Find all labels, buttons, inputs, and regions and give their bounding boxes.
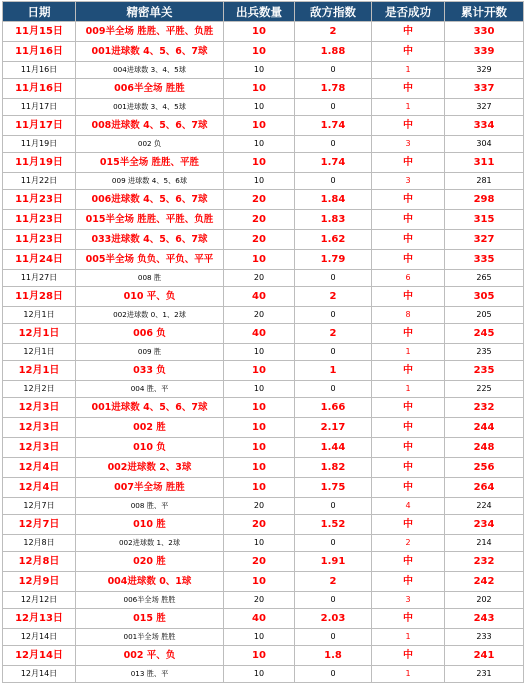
date-cell: 12月4日 bbox=[3, 458, 76, 478]
item-cell: 001半全场 胜胜 bbox=[76, 629, 224, 646]
date-cell: 12月1日 bbox=[3, 344, 76, 361]
index-cell: 0 bbox=[295, 136, 372, 153]
date-cell: 11月23日 bbox=[3, 210, 76, 230]
item-cell: 002进球数 2、3球 bbox=[76, 458, 224, 478]
index-cell: 2.03 bbox=[295, 609, 372, 629]
index-cell: 0 bbox=[295, 592, 372, 609]
item-cell: 004进球数 3、4、5球 bbox=[76, 62, 224, 79]
result-cell: 中 bbox=[372, 230, 445, 250]
table-row bbox=[3, 307, 524, 324]
result-cell: 1 bbox=[372, 62, 445, 79]
date-cell: 12月1日 bbox=[3, 324, 76, 344]
result-cell: 3 bbox=[372, 592, 445, 609]
total-cell: 265 bbox=[445, 270, 524, 287]
date-cell: 12月3日 bbox=[3, 418, 76, 438]
result-cell: 中 bbox=[372, 361, 445, 381]
result-cell: 3 bbox=[372, 136, 445, 153]
result-cell: 中 bbox=[372, 552, 445, 572]
qty-cell: 10 bbox=[224, 250, 295, 270]
qty-cell: 40 bbox=[224, 287, 295, 307]
result-cell: 中 bbox=[372, 210, 445, 230]
index-cell: 0 bbox=[295, 629, 372, 646]
total-cell: 337 bbox=[445, 79, 524, 99]
index-cell: 1.79 bbox=[295, 250, 372, 270]
qty-cell: 10 bbox=[224, 136, 295, 153]
total-cell: 327 bbox=[445, 99, 524, 116]
index-cell: 0 bbox=[295, 270, 372, 287]
qty-cell: 20 bbox=[224, 592, 295, 609]
item-cell: 002进球数 1、2球 bbox=[76, 535, 224, 552]
table-row bbox=[3, 629, 524, 646]
total-cell: 264 bbox=[445, 478, 524, 498]
index-cell: 1.74 bbox=[295, 153, 372, 173]
item-cell: 015半全场 胜胜、平胜 bbox=[76, 153, 224, 173]
item-cell: 010 负 bbox=[76, 438, 224, 458]
total-cell: 330 bbox=[445, 22, 524, 42]
table-row bbox=[3, 535, 524, 552]
index-cell: 0 bbox=[295, 381, 372, 398]
result-cell: 1 bbox=[372, 629, 445, 646]
item-cell: 033进球数 4、5、6、7球 bbox=[76, 230, 224, 250]
item-cell: 004 胜、平 bbox=[76, 381, 224, 398]
result-cell: 中 bbox=[372, 646, 445, 666]
table-row bbox=[3, 398, 524, 418]
table-row bbox=[3, 287, 524, 307]
qty-cell: 10 bbox=[224, 418, 295, 438]
item-cell: 001进球数 3、4、5球 bbox=[76, 99, 224, 116]
index-cell: 0 bbox=[295, 535, 372, 552]
qty-cell: 10 bbox=[224, 381, 295, 398]
item-cell: 009半全场 胜胜、平胜、负胜 bbox=[76, 22, 224, 42]
result-cell: 3 bbox=[372, 173, 445, 190]
date-cell: 11月16日 bbox=[3, 42, 76, 62]
item-cell: 002 平、负 bbox=[76, 646, 224, 666]
result-cell: 中 bbox=[372, 515, 445, 535]
result-cell: 1 bbox=[372, 381, 445, 398]
result-cell: 中 bbox=[372, 324, 445, 344]
date-cell: 11月28日 bbox=[3, 287, 76, 307]
total-cell: 327 bbox=[445, 230, 524, 250]
result-cell: 中 bbox=[372, 190, 445, 210]
total-cell: 304 bbox=[445, 136, 524, 153]
qty-cell: 20 bbox=[224, 270, 295, 287]
total-cell: 242 bbox=[445, 572, 524, 592]
total-cell: 244 bbox=[445, 418, 524, 438]
date-cell: 11月17日 bbox=[3, 99, 76, 116]
table-row bbox=[3, 478, 524, 498]
total-cell: 231 bbox=[445, 666, 524, 683]
date-cell: 11月19日 bbox=[3, 153, 76, 173]
date-cell: 11月16日 bbox=[3, 62, 76, 79]
qty-cell: 20 bbox=[224, 498, 295, 515]
date-cell: 12月3日 bbox=[3, 398, 76, 418]
index-cell: 1.88 bbox=[295, 42, 372, 62]
table-row bbox=[3, 22, 524, 42]
table-row bbox=[3, 116, 524, 136]
result-cell: 中 bbox=[372, 287, 445, 307]
date-cell: 11月19日 bbox=[3, 136, 76, 153]
qty-cell: 10 bbox=[224, 478, 295, 498]
total-cell: 248 bbox=[445, 438, 524, 458]
total-cell: 224 bbox=[445, 498, 524, 515]
total-cell: 234 bbox=[445, 515, 524, 535]
date-cell: 12月8日 bbox=[3, 535, 76, 552]
result-cell: 中 bbox=[372, 79, 445, 99]
index-cell: 1.8 bbox=[295, 646, 372, 666]
total-cell: 232 bbox=[445, 398, 524, 418]
item-cell: 002 胜 bbox=[76, 418, 224, 438]
table-row bbox=[3, 153, 524, 173]
index-cell: 1 bbox=[295, 361, 372, 381]
index-cell: 0 bbox=[295, 307, 372, 324]
index-cell: 0 bbox=[295, 666, 372, 683]
item-cell: 006进球数 4、5、6、7球 bbox=[76, 190, 224, 210]
qty-cell: 10 bbox=[224, 42, 295, 62]
qty-cell: 40 bbox=[224, 609, 295, 629]
table-row bbox=[3, 381, 524, 398]
table-row bbox=[3, 173, 524, 190]
qty-cell: 10 bbox=[224, 458, 295, 478]
result-cell: 中 bbox=[372, 418, 445, 438]
qty-cell: 10 bbox=[224, 629, 295, 646]
table-row bbox=[3, 572, 524, 592]
qty-cell: 10 bbox=[224, 361, 295, 381]
date-cell: 12月8日 bbox=[3, 552, 76, 572]
table-row bbox=[3, 361, 524, 381]
total-cell: 245 bbox=[445, 324, 524, 344]
date-cell: 12月13日 bbox=[3, 609, 76, 629]
table-row bbox=[3, 230, 524, 250]
date-cell: 11月24日 bbox=[3, 250, 76, 270]
qty-cell: 10 bbox=[224, 666, 295, 683]
qty-cell: 10 bbox=[224, 438, 295, 458]
table-body bbox=[3, 22, 524, 683]
total-cell: 311 bbox=[445, 153, 524, 173]
table-row bbox=[3, 666, 524, 683]
date-cell: 12月3日 bbox=[3, 438, 76, 458]
qty-cell: 20 bbox=[224, 552, 295, 572]
item-cell: 007半全场 胜胜 bbox=[76, 478, 224, 498]
index-cell: 1.78 bbox=[295, 79, 372, 99]
result-cell: 4 bbox=[372, 498, 445, 515]
date-cell: 12月7日 bbox=[3, 515, 76, 535]
index-cell: 2 bbox=[295, 572, 372, 592]
total-cell: 233 bbox=[445, 629, 524, 646]
qty-cell: 10 bbox=[224, 116, 295, 136]
date-cell: 12月14日 bbox=[3, 629, 76, 646]
table-row bbox=[3, 324, 524, 344]
header-index: 敌方指数 bbox=[295, 2, 372, 22]
result-cell: 中 bbox=[372, 42, 445, 62]
table-row bbox=[3, 42, 524, 62]
date-cell: 11月23日 bbox=[3, 230, 76, 250]
header-qty: 出兵数量 bbox=[224, 2, 295, 22]
date-cell: 12月9日 bbox=[3, 572, 76, 592]
result-cell: 1 bbox=[372, 99, 445, 116]
qty-cell: 20 bbox=[224, 230, 295, 250]
index-cell: 0 bbox=[295, 344, 372, 361]
qty-cell: 40 bbox=[224, 324, 295, 344]
date-cell: 11月22日 bbox=[3, 173, 76, 190]
header-date: 日期 bbox=[3, 2, 76, 22]
table-row bbox=[3, 79, 524, 99]
result-cell: 中 bbox=[372, 458, 445, 478]
index-cell: 1.44 bbox=[295, 438, 372, 458]
index-cell: 0 bbox=[295, 62, 372, 79]
total-cell: 315 bbox=[445, 210, 524, 230]
qty-cell: 10 bbox=[224, 646, 295, 666]
item-cell: 002进球数 0、1、2球 bbox=[76, 307, 224, 324]
date-cell: 12月1日 bbox=[3, 307, 76, 324]
index-cell: 1.66 bbox=[295, 398, 372, 418]
result-cell: 中 bbox=[372, 22, 445, 42]
index-cell: 1.91 bbox=[295, 552, 372, 572]
table-row bbox=[3, 418, 524, 438]
item-cell: 008进球数 4、5、6、7球 bbox=[76, 116, 224, 136]
qty-cell: 10 bbox=[224, 173, 295, 190]
total-cell: 298 bbox=[445, 190, 524, 210]
index-cell: 0 bbox=[295, 99, 372, 116]
item-cell: 008 胜 bbox=[76, 270, 224, 287]
date-cell: 12月4日 bbox=[3, 478, 76, 498]
total-cell: 243 bbox=[445, 609, 524, 629]
item-cell: 013 胜、平 bbox=[76, 666, 224, 683]
index-cell: 0 bbox=[295, 498, 372, 515]
header-result: 是否成功 bbox=[372, 2, 445, 22]
total-cell: 305 bbox=[445, 287, 524, 307]
date-cell: 11月15日 bbox=[3, 22, 76, 42]
qty-cell: 20 bbox=[224, 190, 295, 210]
index-cell: 1.62 bbox=[295, 230, 372, 250]
result-cell: 中 bbox=[372, 572, 445, 592]
header-row bbox=[3, 2, 524, 22]
result-cell: 6 bbox=[372, 270, 445, 287]
table-row bbox=[3, 190, 524, 210]
total-cell: 205 bbox=[445, 307, 524, 324]
total-cell: 214 bbox=[445, 535, 524, 552]
table-row bbox=[3, 646, 524, 666]
result-cell: 中 bbox=[372, 478, 445, 498]
qty-cell: 10 bbox=[224, 62, 295, 79]
item-cell: 020 胜 bbox=[76, 552, 224, 572]
result-cell: 中 bbox=[372, 250, 445, 270]
date-cell: 11月27日 bbox=[3, 270, 76, 287]
qty-cell: 20 bbox=[224, 515, 295, 535]
qty-cell: 20 bbox=[224, 307, 295, 324]
date-cell: 12月1日 bbox=[3, 361, 76, 381]
qty-cell: 10 bbox=[224, 153, 295, 173]
result-cell: 2 bbox=[372, 535, 445, 552]
table-row bbox=[3, 498, 524, 515]
total-cell: 335 bbox=[445, 250, 524, 270]
date-cell: 11月23日 bbox=[3, 190, 76, 210]
result-cell: 1 bbox=[372, 344, 445, 361]
index-cell: 1.74 bbox=[295, 116, 372, 136]
table-row bbox=[3, 99, 524, 116]
item-cell: 015 胜 bbox=[76, 609, 224, 629]
item-cell: 004进球数 0、1球 bbox=[76, 572, 224, 592]
index-cell: 2 bbox=[295, 22, 372, 42]
result-cell: 1 bbox=[372, 666, 445, 683]
item-cell: 010 胜 bbox=[76, 515, 224, 535]
index-cell: 1.84 bbox=[295, 190, 372, 210]
index-cell: 2 bbox=[295, 287, 372, 307]
table-row bbox=[3, 136, 524, 153]
item-cell: 001进球数 4、5、6、7球 bbox=[76, 398, 224, 418]
item-cell: 010 平、负 bbox=[76, 287, 224, 307]
index-cell: 1.82 bbox=[295, 458, 372, 478]
index-cell: 1.52 bbox=[295, 515, 372, 535]
header-total: 累计开数 bbox=[445, 2, 524, 22]
item-cell: 002 负 bbox=[76, 136, 224, 153]
qty-cell: 10 bbox=[224, 99, 295, 116]
item-cell: 001进球数 4、5、6、7球 bbox=[76, 42, 224, 62]
date-cell: 12月12日 bbox=[3, 592, 76, 609]
total-cell: 334 bbox=[445, 116, 524, 136]
result-cell: 中 bbox=[372, 398, 445, 418]
qty-cell: 20 bbox=[224, 210, 295, 230]
date-cell: 12月2日 bbox=[3, 381, 76, 398]
result-cell: 中 bbox=[372, 438, 445, 458]
total-cell: 241 bbox=[445, 646, 524, 666]
item-cell: 006半全场 胜胜 bbox=[76, 79, 224, 99]
result-cell: 中 bbox=[372, 116, 445, 136]
table-row bbox=[3, 592, 524, 609]
date-cell: 11月16日 bbox=[3, 79, 76, 99]
index-cell: 1.83 bbox=[295, 210, 372, 230]
total-cell: 339 bbox=[445, 42, 524, 62]
table-row bbox=[3, 552, 524, 572]
result-cell: 中 bbox=[372, 609, 445, 629]
table-row bbox=[3, 270, 524, 287]
date-cell: 12月14日 bbox=[3, 666, 76, 683]
total-cell: 256 bbox=[445, 458, 524, 478]
table-row bbox=[3, 250, 524, 270]
total-cell: 225 bbox=[445, 381, 524, 398]
index-cell: 2 bbox=[295, 324, 372, 344]
item-cell: 008 胜、平 bbox=[76, 498, 224, 515]
item-cell: 006半全场 胜胜 bbox=[76, 592, 224, 609]
total-cell: 329 bbox=[445, 62, 524, 79]
qty-cell: 10 bbox=[224, 344, 295, 361]
total-cell: 235 bbox=[445, 361, 524, 381]
index-cell: 0 bbox=[295, 173, 372, 190]
results-table bbox=[2, 1, 524, 683]
result-cell: 中 bbox=[372, 153, 445, 173]
item-cell: 005半全场 负负、平负、平平 bbox=[76, 250, 224, 270]
total-cell: 202 bbox=[445, 592, 524, 609]
total-cell: 235 bbox=[445, 344, 524, 361]
item-cell: 009 进球数 4、5、6球 bbox=[76, 173, 224, 190]
header-item: 精密单关 bbox=[76, 2, 224, 22]
index-cell: 2.17 bbox=[295, 418, 372, 438]
item-cell: 015半全场 胜胜、平胜、负胜 bbox=[76, 210, 224, 230]
date-cell: 12月14日 bbox=[3, 646, 76, 666]
qty-cell: 10 bbox=[224, 572, 295, 592]
table-row bbox=[3, 62, 524, 79]
table-row bbox=[3, 344, 524, 361]
date-cell: 11月17日 bbox=[3, 116, 76, 136]
date-cell: 12月7日 bbox=[3, 498, 76, 515]
table-row bbox=[3, 458, 524, 478]
result-cell: 8 bbox=[372, 307, 445, 324]
item-cell: 009 胜 bbox=[76, 344, 224, 361]
qty-cell: 10 bbox=[224, 398, 295, 418]
qty-cell: 10 bbox=[224, 79, 295, 99]
index-cell: 1.75 bbox=[295, 478, 372, 498]
qty-cell: 10 bbox=[224, 22, 295, 42]
total-cell: 232 bbox=[445, 552, 524, 572]
total-cell: 281 bbox=[445, 173, 524, 190]
table-row bbox=[3, 438, 524, 458]
item-cell: 006 负 bbox=[76, 324, 224, 344]
item-cell: 033 负 bbox=[76, 361, 224, 381]
qty-cell: 10 bbox=[224, 535, 295, 552]
table-row bbox=[3, 515, 524, 535]
table-row bbox=[3, 609, 524, 629]
table-row bbox=[3, 210, 524, 230]
